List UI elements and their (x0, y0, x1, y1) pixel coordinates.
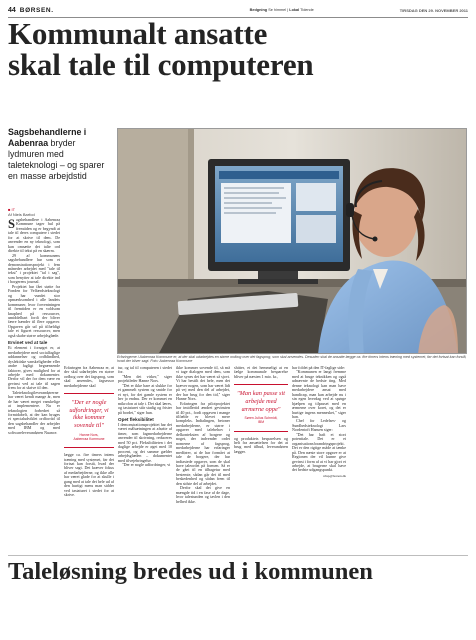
body-paragraph: Projektet har fået støtte fra Fonden for Velfærdsteknologi og har vundet stor opmærksomhed i alle landets kommuner, hvor forventningen til fremtiden er en voldsom knaphed på ressourcer, umiddelbart fordi der bliver færre hænder til flere opgaver. Opgaven går ud på tilfældigt tale et figuret ressourcer, men også skabe større arbejdsglæde. (8, 283, 60, 338)
article-column-2 (64, 366, 114, 553)
body-paragraph: Derfor skal det give en mængde tid i en fase af de dage, hvor talestunden og tavlen i den helhed ikke. (176, 485, 230, 504)
article-column-1 (8, 218, 60, 553)
article-column-4 (176, 366, 230, 553)
pull-quote-text: "Der er nogle udfordringer, vi ikke kommer sovende til" (69, 399, 109, 430)
body-paragraph: "Det har haft et stort potentiale. Det er et organisationsforandringsprojekt. Det er den rigtige måde at tænke på. Den næste store opgave er at Regionen der vil kunne give gevinst i form af at vi har gjort et arbejde, at brugerne skal have det bedste udgangspunkt. (292, 431, 346, 473)
section-heading: Opet fleksibilitet (118, 416, 154, 422)
photo-office-worker-at-computer (118, 129, 467, 354)
publication-logo: BØRSEN. (19, 6, 54, 14)
body-paragraph: "Det er ikke bare at slukke for et gammelt system og smide for et nyt, for det gamle system er her jo endnu. Der er kommet en mikrofon at tale i. Det skal læres, og tastaturet står stadig og frister på bordet," siger hun. (118, 382, 172, 415)
body-paragraph: ikke kommer sovende til, så må vi tage dialogen med dem, som ikke synes det har været så sjovt. Vi har bestilt det hele, men det kræver nogen, som har været lidt på vej med den del af arbejdet, der har brug for den tid," siger Hanne Nors. (176, 366, 230, 402)
headline-line-2: skal tale til computeren (8, 47, 314, 82)
author-name: Af Niels Barfod (8, 212, 35, 217)
body-paragraph: "Men det virker," siger projektleder Hanne Nors. (118, 373, 172, 384)
body-paragraph: I demonstrationsprojektet har det været målsætningen at afsøtte af timer, som fagmedarbejderne anvender til skrivning, reduceres med 50 pct. Fleksibiliteten i det daglige arbejde er øget med 10 procent, og det samme gælder arbejdsglæden – dokumentet med tilvejebringelse. (118, 421, 172, 463)
section-heading: Ervinet ved at tale (8, 340, 48, 346)
body-paragraph: shitter, et det hemmeligt at en fælge kommunale besparelse bliver på næsten 1 mio. kr., (234, 366, 288, 379)
article-column-5 (234, 366, 288, 553)
section-tag: ■ IT (8, 207, 16, 212)
pull-quote-role: Aabenraa Kommune (73, 436, 105, 441)
body-paragraph: og produktets besparelsen og helt fra ansættelsen for det at brug med tilbud, leverandøren lægger. (234, 435, 288, 454)
article-column-3 (118, 366, 172, 553)
body-paragraph: Taleteknologileverandørerne har været kendt mange år, men de har været meget vanskelige at implementere. Nu er teknologien forbedret så formidabelt, at der kan bruges et specialudviklet ordforråd til den sagsbehandler der arbejder med IBM og med softwareleverandøren Nuance. (8, 389, 60, 435)
second-article-headline: Taleløsning bredes ud i kommunen (8, 558, 373, 585)
section-label: Bedgning Se himmel | Lokal Tidende (249, 8, 314, 12)
body-paragraph: har foldet på den IT-faglige side: (292, 366, 346, 370)
photo-caption: Erfaringerne i Aabenraa Kommune er, at der skal udarbejdes en større ordbog over det fagsprog, som skal anvendes. Desuden skal de ansatte lægge ca. fire timers intens træning med systemet, før det fortsat kan forstå, hvad der bliver sagt. Foto: Aabenraa Kommune (117, 355, 467, 364)
article-headline (8, 18, 468, 80)
pull-quote-name: Hanne Nors, (79, 432, 99, 437)
pull-quote-name: Søren Julius Schmidt, (244, 416, 278, 421)
body-paragraph: Et element i forsøget er, at medarbejdere med socialfaglige uddannelser og ordblindhed, dyslektiske vanskeligheder eller andre fagligt begrænsende faktorer, gives mulighed for at arbejde med dokumenter. Derfor vil der for dem være en gevinst ved at tale til sagen frem for at skrive til den. (8, 345, 60, 391)
page-number: 44 (8, 6, 16, 14)
body-paragraph: Chef for Ledelses- og Sundhedsteknologi Lars Nordentoft Hansen siger: (292, 418, 346, 433)
body-paragraph: "Kommunen er langt fremme med at bruge teknikken og også udnævnte de bedste ting. Med denne teknologi kan man have medarbejdere ansat med handicap, man kan arbejde nu i sin egen hverdag ved at spørge hjælpen og tilpasset med en ærmerne over koret, og det er hurtige ingens mennesket," siger han. (292, 369, 346, 419)
pull-quote-text: "Man kan passe sit arbejde med ærmerne oppe" (237, 390, 285, 413)
pull-quote-role: IBM (257, 420, 265, 425)
body-paragraph: lægge ca. fire timers intens træning med systemet, før det fortsat kan forstå, hvad der bliver sagt. Det kræver fokus af medarbejderne, og ikke alle har været glade for at skulle i gang med at tale det hele ud af den hurtigt mens man sidder ved tastaturet i stedet for at skrive. (64, 452, 114, 498)
article-photo (117, 128, 467, 354)
article-subhead: Sagsbehandlerne i Aabenraa bryder lydmuren med taleteknologi – og sparer en masse arbejdstid (8, 127, 105, 181)
drop-cap: S (8, 218, 15, 231)
headline-line-1: Kommunalt ansatte (8, 16, 268, 51)
body-paragraph: tur, og tal til computeren i stedet for. (118, 366, 172, 375)
pull-quote (234, 384, 288, 431)
page-header (8, 4, 468, 16)
author-email: nbsp@borsen.dk (323, 473, 346, 478)
lead-paragraph: Sagsbehandlere i Aabenraa Kommune tager hul på fremtiden og er begyndt at tale til deres computere i stedet for at skrive til dem. De anvender en ny teknologi, som kan omsætte det talte ord direkte til tekst på en skærm. (8, 218, 60, 254)
pull-quote (64, 393, 114, 448)
byline (8, 207, 35, 217)
body-paragraph: Erfaringen fra pilotprojektet har imidlertid ændret gevinsten til 40 pct., fordi opgaven i mange tilfælde er blevet mere kompleks. Indtalingen, betoner medarbejderne, er større i opgaver med talebehov i delkonteksten af borgere og noget, der indvender ordet nomerne af fagsprog, medarbejderne har erfaringer medfører, at de har formået at tale de borgere, der har indtastede opgaver, som de skal have taleordet på formen. Så er de gået til en tilbagetur med bestemte, sådan går det til med beskedenhed og sådan frem til den sidste del af arbejdet. (176, 400, 230, 486)
issue-date: TIRSDAG DEN 29. NOVEMBER 2011 (399, 7, 468, 13)
body-paragraph: "Der er nogle udfordringer, vi (122, 462, 171, 468)
article-column-6 (292, 366, 346, 553)
body-paragraph: 29 af kommunens sagsbehandlere har som et demonstrationsprojekt i fem måneder arbejdet med "tale til tekst" i projektet "tal i sag", som benytter at tale direkte ind i borgerens journal. (8, 252, 60, 285)
article-divider (8, 555, 468, 556)
body-paragraph: Erfaringen fra Aabenraa er, at der skal udarbejdes en større ordbog over det fagsprog, som skal anvendes, fagsessor medarbejderne skal (64, 366, 114, 388)
